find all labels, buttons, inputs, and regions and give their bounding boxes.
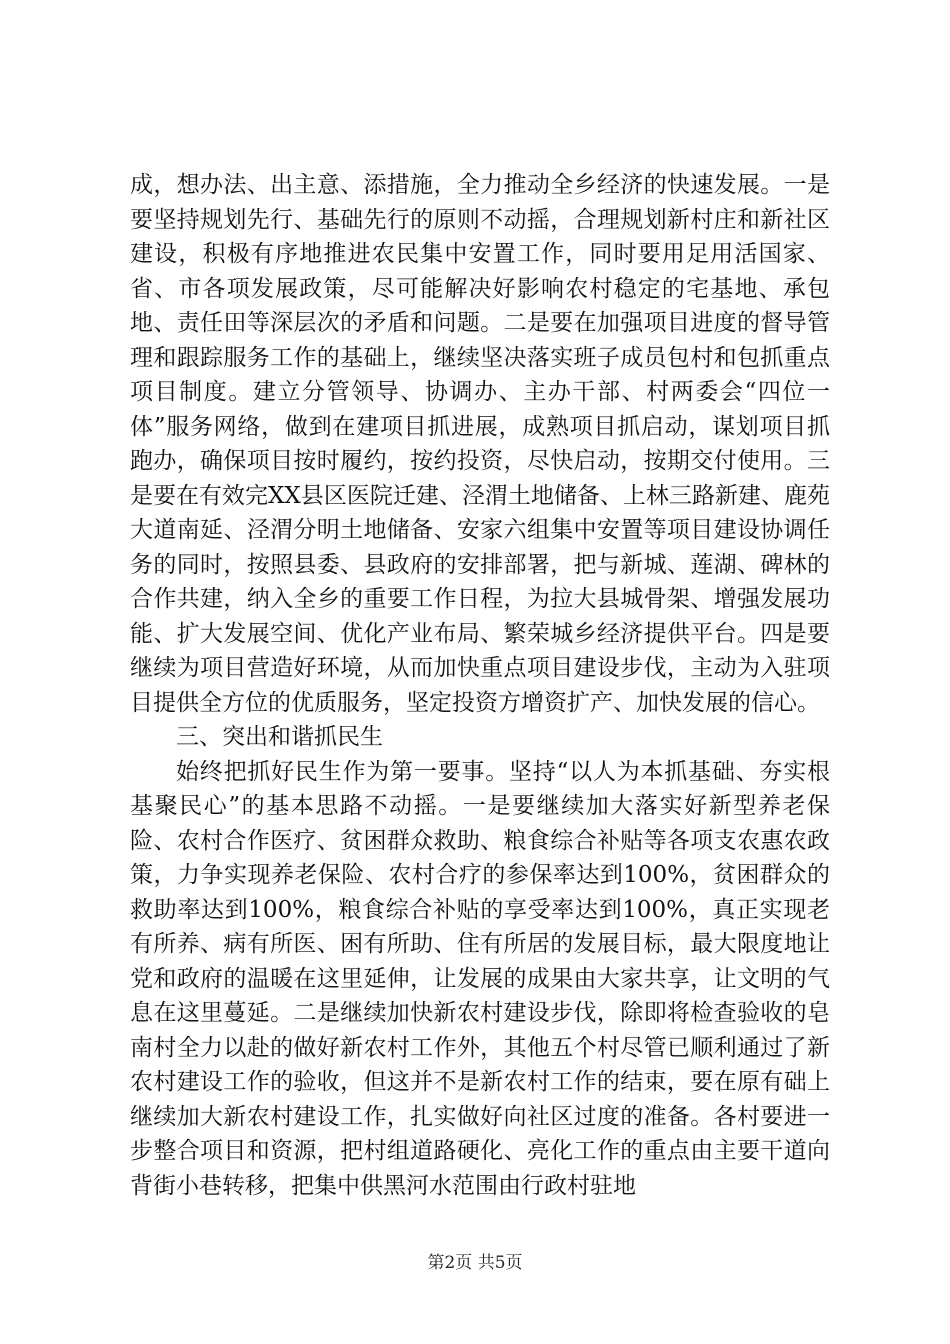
paragraph-continuation: 成，想办法、出主意、添措施，全力推动全乡经济的快速发展。一是要坚持规划先行、基础先行的原则不动摇，合理规划新村庄和新社区建设，积极有序地推进农民集中安置工作，同时要用足用活国家、省、市各项发展政策，尽可能解决好影响农村稳定的宅基地、承包地、责任田等深层次的矛盾和问题。二是要在加强项目进度的督导管理和跟踪服务工作的基础上，继续坚决落实班子成员包村和包抓重点项目制度。建立分管领导、协调办、主办干部、村两委会“四位一体”服务网络，做到在建项目抓进展，成熟项目抓启动，谋划项目抓跑办，确保项目按时履约，按约投资，尽快启动，按期交付使用。三是要在有效完XX县区医院迁建、泾渭土地储备、上林三路新建、鹿苑大道南延、泾渭分明土地储备、安家六组集中安置等项目建设协调任务的同时，按照县委、县政府的安排部署，把与新城、莲湖、碑林的合作共建，纳入全乡的重要工作日程，为拉大县城骨架、增强发展功能、扩大发展空间、优化产业布局、繁荣城乡经济提供平台。四是要继续为项目营造好环境，从而加快重点项目建设步伐，主动为入驻项目提供全方位的优质服务，坚定投资方增资扩产、加快发展的信心。 xyxy=(130,172,830,716)
document-body xyxy=(130,168,830,1203)
section-heading: 三、突出和谐抓民生 xyxy=(176,724,383,750)
paragraph-body: 始终把抓好民生作为第一要事。坚持“以人为本抓基础、夯实根基聚民心”的基本思路不动摇。一是要继续加大落实好新型养老保险、农村合作医疗、贫困群众救助、粮食综合补贴等各项支农惠农政策，力争实现养老保险、农村合疗的参保率达到100%，贫困群众的救助率达到100%，粮食综合补贴的享受率达到100%，真正实现老有所养、病有所医、困有所助、住有所居的发展目标，最大限度地让党和政府的温暖在这里延伸，让发展的成果由大家共享，让文明的气息在这里蔓延。二是继续加快新农村建设步伐，除即将检查验收的皂南村全力以赴的做好新农村工作外，其他五个村尽管已顺利通过了新农村建设工作的验收，但这并不是新农村工作的结束，要在原有础上继续加大新农村建设工作，扎实做好向社区过度的准备。各村要进一步整合项目和资源，把村组道路硬化、亮化工作的重点由主要干道向背街小巷转移，把集中供黑河水范围由行政村驻地 xyxy=(130,758,830,1199)
page-footer: 第2页 共5页 xyxy=(427,1253,523,1273)
